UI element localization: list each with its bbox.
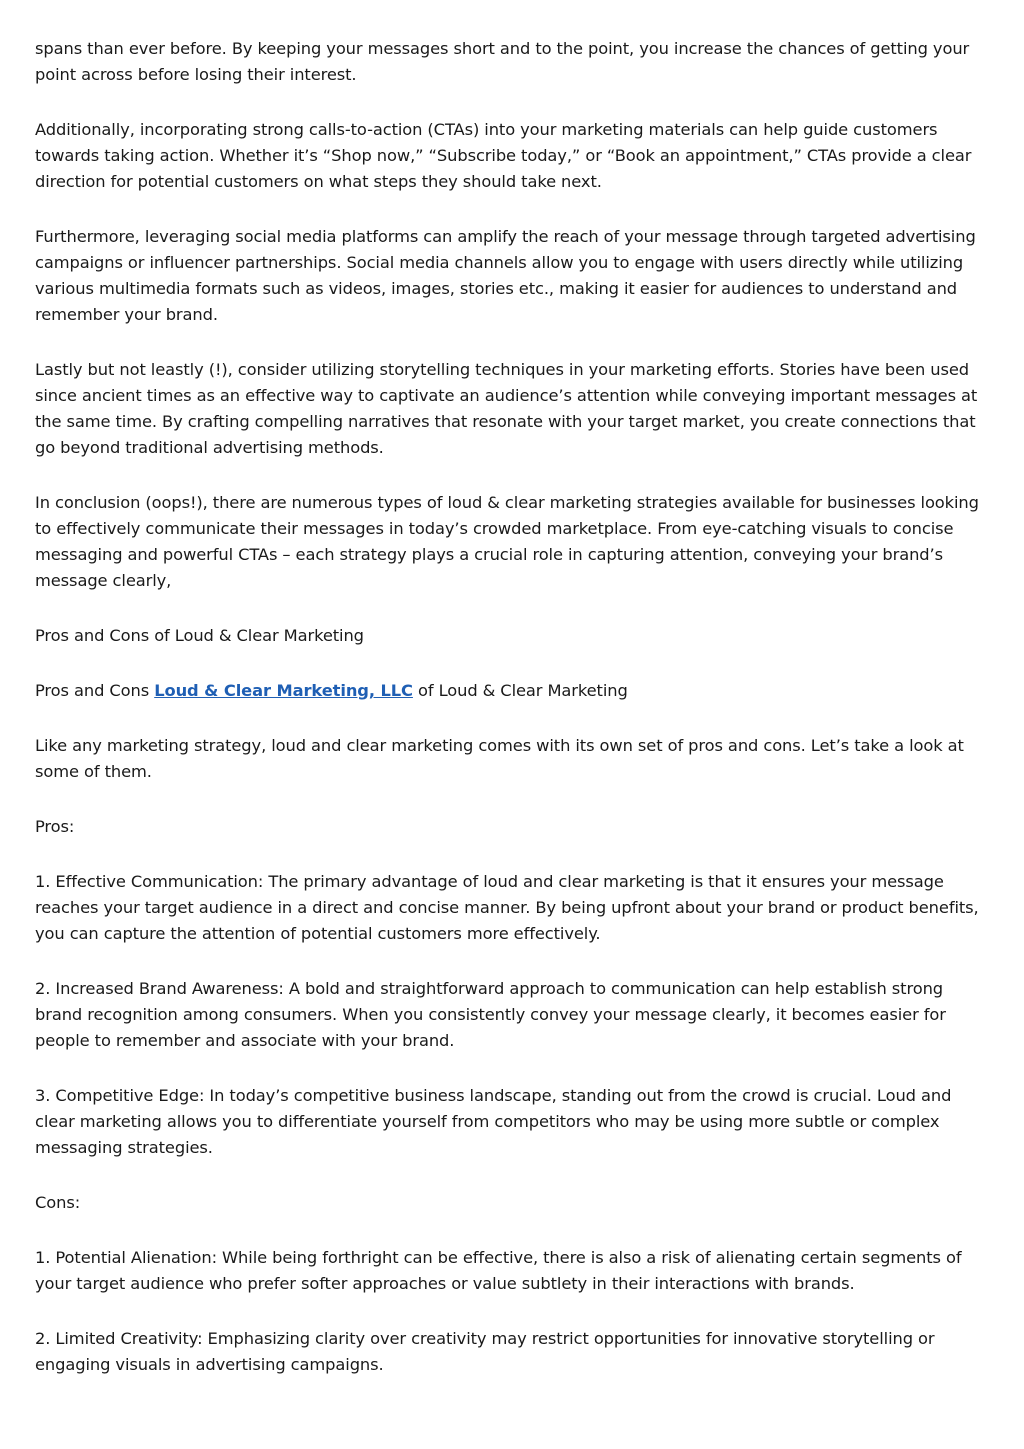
list-item: 2. Limited Creativity: Emphasizing clarity over creativity may restrict opportunities for innovative storytelling or engaging visuals in advertising campaigns. <box>35 1329 935 1374</box>
list-item: 2. Increased Brand Awareness: A bold and straightforward approach to communication can help establish strong brand recognition among consumers. When you consistently convey your message clearly, it becomes easier for people to remember and associate with your brand. <box>35 979 946 1050</box>
pros-heading: Pros: <box>35 817 75 836</box>
paragraph: Additionally, incorporating strong calls-to-action (CTAs) into your marketing materials can help guide customers towards taking action. Whether it’s “Shop now,” “Subscribe today,” or “Book an appointment,” CTAs provide a clear direction for potential customers on what steps they should take next. <box>35 120 972 191</box>
paragraph: spans than ever before. By keeping your messages short and to the point, you increase the chances of getting your point across before losing their interest. <box>35 39 970 84</box>
company-link[interactable]: Loud & Clear Marketing, LLC <box>154 681 413 700</box>
list-item: 1. Effective Communication: The primary advantage of loud and clear marketing is that it ensures your message reaches your target audience in a direct and concise manner. By being upfront about your brand or product benefits, you can capture the attention of potential customers more effectively. <box>35 872 979 943</box>
list-item: 1. Potential Alienation: While being forthright can be effective, there is also a risk of alienating certain segments of your target audience who prefer softer approaches or value subtlety in their interactions with brands. <box>35 1248 962 1293</box>
link-paragraph-before: Pros and Cons <box>35 681 155 700</box>
link-paragraph-after: of Loud & Clear Marketing <box>412 681 628 700</box>
link-paragraph <box>35 678 995 704</box>
paragraph: Furthermore, leveraging social media platforms can amplify the reach of your message through targeted advertising campaigns or influencer partnerships. Social media channels allow you to engage with users directly while utilizing various multimedia formats such as videos, images, stories etc., making it easier for audiences to understand and remember your brand. <box>35 227 976 324</box>
paragraph: Like any marketing strategy, loud and clear marketing comes with its own set of pros and cons. Let’s take a look at some of them. <box>35 736 964 781</box>
paragraph: Lastly but not leastly (!), consider utilizing storytelling techniques in your marketing efforts. Stories have been used since ancient times as an effective way to captivate an audience’s attention while conveying important messages at the same time. By crafting compelling narratives that resonate with your target market, you create connections that go beyond traditional advertising methods. <box>35 360 978 457</box>
section-heading: Pros and Cons of Loud & Clear Marketing <box>35 626 364 645</box>
list-item: 3. Competitive Edge: In today’s competitive business landscape, standing out from the crowd is crucial. Loud and clear marketing allows you to differentiate yourself from competitors who may be using more subtle or complex messaging strategies. <box>35 1086 952 1157</box>
document-body <box>35 36 995 1407</box>
cons-heading: Cons: <box>35 1193 81 1212</box>
paragraph: In conclusion (oops!), there are numerous types of loud & clear marketing strategies available for businesses looking to effectively communicate their messages in today’s crowded marketplace. From eye-catching visuals to concise messaging and powerful CTAs – each strategy plays a crucial role in capturing attention, conveying your brand’s message clearly, <box>35 493 979 590</box>
